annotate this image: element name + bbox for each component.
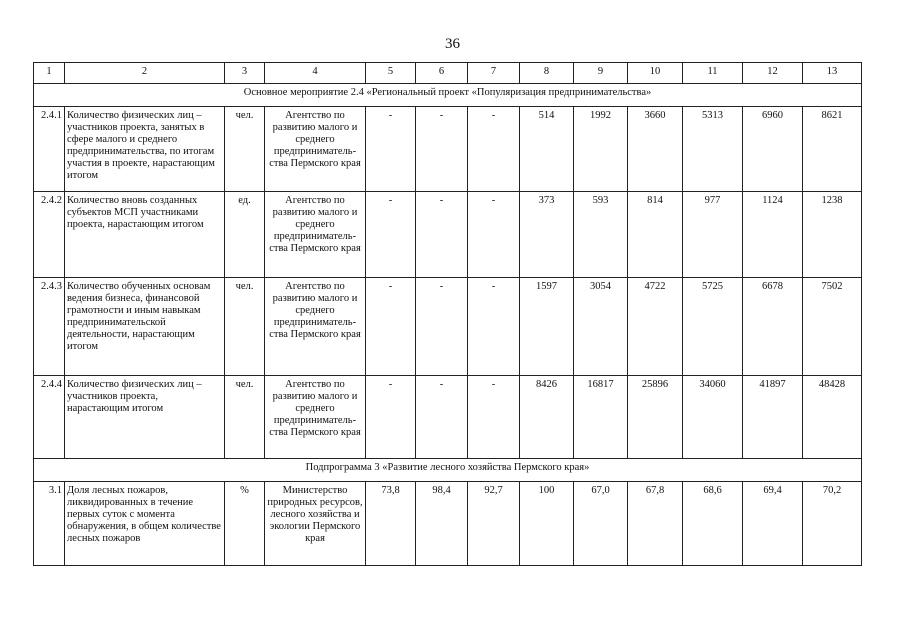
value-cell: 67,8 (628, 482, 683, 566)
value-cell: 814 (628, 192, 683, 278)
value-cell: 1238 (803, 192, 862, 278)
value-cell: - (468, 278, 520, 376)
value-cell: - (416, 278, 468, 376)
section-title-row (34, 459, 862, 482)
value-cell: - (366, 278, 416, 376)
column-number-row (34, 63, 862, 84)
indicator-name: Количество физических лиц – участников проекта, нарастающим итогом (65, 376, 225, 459)
indicator-name: Доля лесных пожаров, ликвидированных в течение первых суток с момента обнаружения, в общем количестве лесных пожаров (65, 482, 225, 566)
value-cell: 4722 (628, 278, 683, 376)
value-cell: - (468, 107, 520, 192)
column-header: 10 (628, 63, 683, 84)
value-cell: 1124 (743, 192, 803, 278)
column-header: 12 (743, 63, 803, 84)
row-code: 2.4.1 (34, 107, 65, 192)
unit: чел. (225, 376, 265, 459)
table-row (34, 376, 862, 459)
value-cell: 98,4 (416, 482, 468, 566)
unit: чел. (225, 107, 265, 192)
table-row (34, 192, 862, 278)
value-cell: - (416, 107, 468, 192)
value-cell: 25896 (628, 376, 683, 459)
section-title-row (34, 84, 862, 107)
value-cell: 1597 (520, 278, 574, 376)
value-cell: 41897 (743, 376, 803, 459)
value-cell: 977 (683, 192, 743, 278)
unit: ед. (225, 192, 265, 278)
value-cell: 67,0 (574, 482, 628, 566)
page-number: 36 (445, 36, 460, 52)
responsible-agency: Агентство по развитию малого и среднего предприниматель-ства Пермского края (265, 278, 366, 376)
value-cell: 5725 (683, 278, 743, 376)
value-cell: - (416, 192, 468, 278)
value-cell: 7502 (803, 278, 862, 376)
column-header: 6 (416, 63, 468, 84)
responsible-agency: Агентство по развитию малого и среднего предприниматель-ства Пермского края (265, 376, 366, 459)
table-row (34, 482, 862, 566)
value-cell: 73,8 (366, 482, 416, 566)
row-code: 2.4.2 (34, 192, 65, 278)
column-header: 2 (65, 63, 225, 84)
table-row (34, 107, 862, 192)
value-cell: 593 (574, 192, 628, 278)
column-header: 1 (34, 63, 65, 84)
value-cell: - (416, 376, 468, 459)
unit: чел. (225, 278, 265, 376)
value-cell: - (468, 376, 520, 459)
indicator-name: Количество вновь созданных субъектов МСП участниками проекта, нарастающим итогом (65, 192, 225, 278)
value-cell: - (468, 192, 520, 278)
column-header: 5 (366, 63, 416, 84)
column-header: 13 (803, 63, 862, 84)
value-cell: 69,4 (743, 482, 803, 566)
column-header: 4 (265, 63, 366, 84)
value-cell: 16817 (574, 376, 628, 459)
value-cell: 68,6 (683, 482, 743, 566)
column-header: 9 (574, 63, 628, 84)
row-code: 2.4.3 (34, 278, 65, 376)
column-header: 3 (225, 63, 265, 84)
value-cell: - (366, 376, 416, 459)
column-header: 8 (520, 63, 574, 84)
value-cell: 1992 (574, 107, 628, 192)
responsible-agency: Министерство природных ресурсов, лесного хозяйства и экологии Пермского края (265, 482, 366, 566)
value-cell: 5313 (683, 107, 743, 192)
unit: % (225, 482, 265, 566)
value-cell: 514 (520, 107, 574, 192)
section-title: Подпрограмма 3 «Развитие лесного хозяйства Пермского края» (34, 459, 862, 482)
row-code: 3.1 (34, 482, 65, 566)
indicator-name: Количество обученных основам ведения бизнеса, финансовой грамотности и иным навыкам предпринимательской деятельности, нарастающим итогом (65, 278, 225, 376)
value-cell: 70,2 (803, 482, 862, 566)
value-cell: 34060 (683, 376, 743, 459)
responsible-agency: Агентство по развитию малого и среднего предприниматель-ства Пермского края (265, 192, 366, 278)
column-header: 11 (683, 63, 743, 84)
table-row (34, 278, 862, 376)
indicators-table (33, 62, 862, 566)
row-code: 2.4.4 (34, 376, 65, 459)
value-cell: 3660 (628, 107, 683, 192)
value-cell: 8426 (520, 376, 574, 459)
value-cell: 6678 (743, 278, 803, 376)
responsible-agency: Агентство по развитию малого и среднего предприниматель-ства Пермского края (265, 107, 366, 192)
column-header: 7 (468, 63, 520, 84)
section-title: Основное мероприятие 2.4 «Региональный проект «Популяризация предпринимательства» (34, 84, 862, 107)
value-cell: 3054 (574, 278, 628, 376)
value-cell: 92,7 (468, 482, 520, 566)
value-cell: 373 (520, 192, 574, 278)
value-cell: 48428 (803, 376, 862, 459)
value-cell: 100 (520, 482, 574, 566)
value-cell: - (366, 192, 416, 278)
value-cell: 6960 (743, 107, 803, 192)
value-cell: 8621 (803, 107, 862, 192)
indicator-name: Количество физических лиц – участников проекта, занятых в сфере малого и среднего предпринимательства, по итогам участия в проекте, нарастающим итогом (65, 107, 225, 192)
value-cell: - (366, 107, 416, 192)
